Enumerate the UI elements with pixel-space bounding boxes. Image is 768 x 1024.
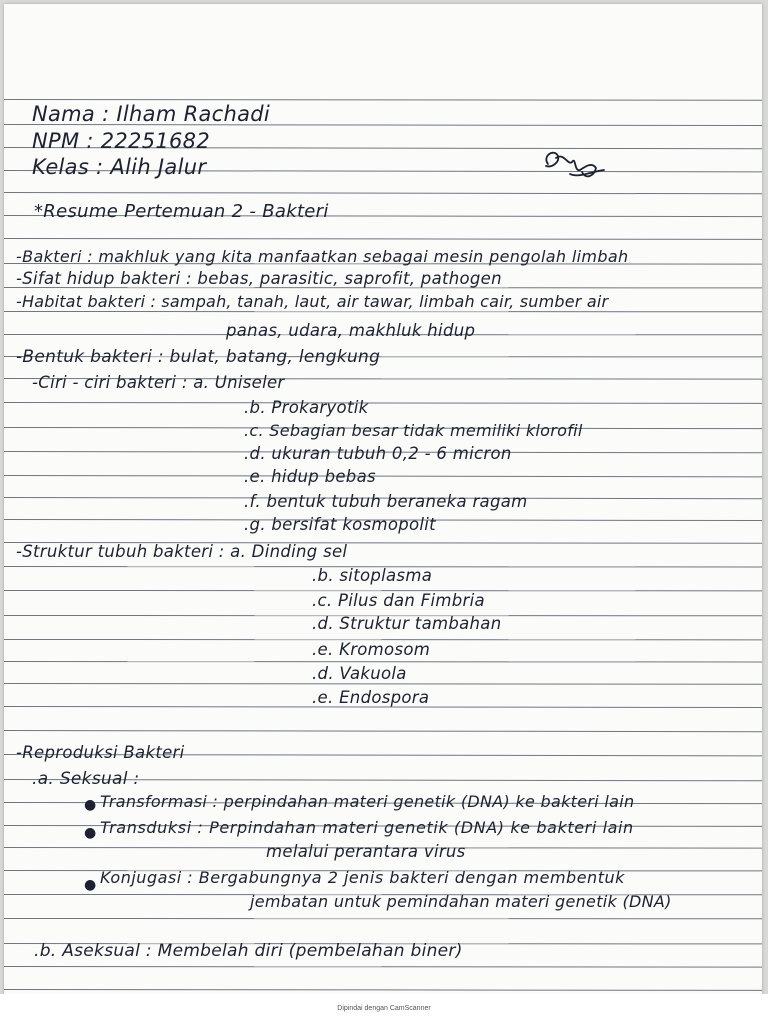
bullet-icon: ● xyxy=(84,825,97,841)
transduksi: Transduksi : Perpindahan materi genetik (DNA) ke bakteri lain xyxy=(100,818,634,837)
class-line: Kelas : Alih Jalur xyxy=(32,155,207,179)
habitat: -Habitat bakteri : sampah, tanah, laut, air tawar, limbah cair, sumber air xyxy=(16,292,609,311)
struktur-d: .d. Struktur tambahan xyxy=(312,614,502,633)
npm-line: NPM : 22251682 xyxy=(32,129,211,153)
konjugasi-cont: jembatan untuk pemindahan materi genetik (DNA) xyxy=(250,892,672,911)
habitat-cont: panas, udara, makhluk hidup xyxy=(226,321,476,340)
ruled-line xyxy=(4,661,762,663)
ruled-line xyxy=(4,683,762,685)
struktur-e: .e. Kromosom xyxy=(312,640,431,659)
ciri-e: .e. hidup bebas xyxy=(244,467,376,486)
ciri-d: .d. ukuran tubuh 0,2 - 6 micron xyxy=(244,444,512,463)
ruled-line xyxy=(4,192,762,194)
transduksi-cont: melalui perantara virus xyxy=(266,842,466,861)
ruled-line xyxy=(4,966,762,968)
notebook-page xyxy=(4,4,762,994)
ciri-c: .c. Sebagian besar tidak memiliki klorofil xyxy=(244,421,583,440)
scanner-watermark: Dipindai dengan CamScanner xyxy=(337,1005,431,1012)
ruled-line xyxy=(4,730,762,732)
ruled-line xyxy=(4,918,762,919)
ciri-g: .g. bersifat kosmopolit xyxy=(244,515,436,534)
struktur-e2: .e. Endospora xyxy=(312,688,430,707)
struktur-d2: .d. Vakuola xyxy=(312,664,407,683)
signature-mark xyxy=(534,142,614,187)
bullet-icon: ● xyxy=(84,797,97,813)
transformasi: Transformasi : perpindahan materi genetik (DNA) ke bakteri lain xyxy=(100,792,635,811)
struktur: -Struktur tubuh bakteri : a. Dinding sel xyxy=(16,542,348,561)
ruled-line xyxy=(4,475,762,477)
sifat-hidup: -Sifat hidup bakteri : bebas, parasitic, saprofit, pathogen xyxy=(16,269,502,288)
seksual: .a. Seksual : xyxy=(32,769,140,789)
reproduksi: -Reproduksi Bakteri xyxy=(16,743,185,762)
ciri: -Ciri - ciri bakteri : a. Uniseler xyxy=(32,373,285,392)
struktur-c: .c. Pilus dan Fimbria xyxy=(312,591,485,610)
ruled-line xyxy=(4,238,762,240)
ruled-line xyxy=(4,989,762,991)
konjugasi: Konjugasi : Bergabungnya 2 jenis bakteri dengan membentuk xyxy=(100,868,625,887)
ruled-line xyxy=(4,402,762,404)
aseksual: .b. Aseksual : Membelah diri (pembelahan biner) xyxy=(34,941,463,961)
ciri-b: .b. Prokaryotik xyxy=(244,398,369,417)
ruled-line xyxy=(4,311,762,312)
struktur-b: .b. sitoplasma xyxy=(312,566,433,585)
bentuk: -Bentuk bakteri : bulat, batang, lengkung xyxy=(16,347,381,367)
bullet-icon: ● xyxy=(84,877,97,893)
ruled-line xyxy=(4,99,762,101)
name-line: Nama : Ilham Rachadi xyxy=(32,102,271,126)
bakteri-def: -Bakteri : makhluk yang kita manfaatkan sebagai mesin pengolah limbah xyxy=(16,247,629,266)
resume-title: *Resume Pertemuan 2 - Bakteri xyxy=(34,201,329,222)
ciri-f: .f. bentuk tubuh beraneka ragam xyxy=(244,492,528,511)
